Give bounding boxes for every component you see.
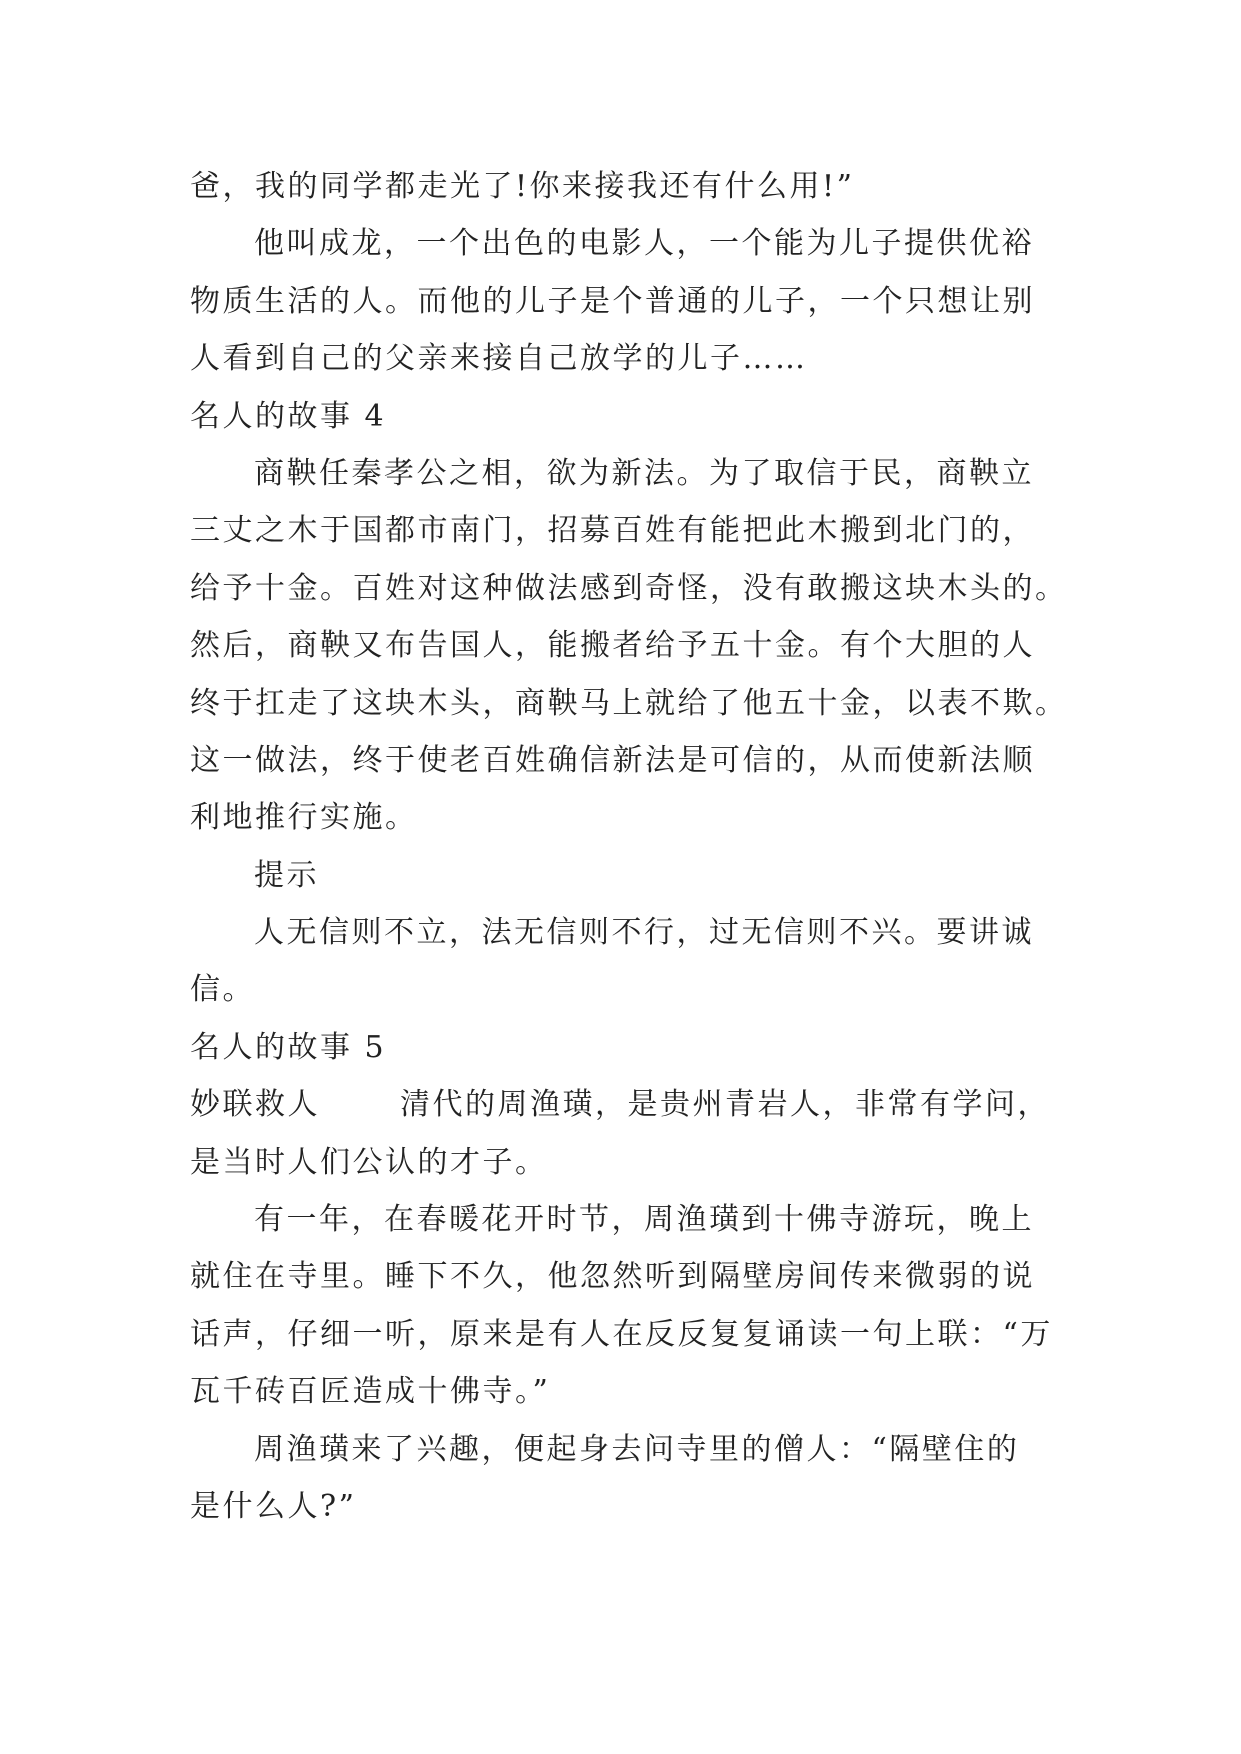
- paragraph-first-line: 商鞅任秦孝公之相，欲为新法。为了取信于民，商鞅立: [254, 455, 1034, 491]
- section-heading: 名人的故事 5: [190, 1029, 387, 1065]
- text-line: 是什么人?”: [190, 1488, 357, 1524]
- text-line: 利地推行实施。: [190, 800, 418, 836]
- text-line: 这一做法，终于使老百姓确信新法是可信的，从而使新法顺: [190, 742, 1035, 778]
- text-line: 瓦千砖百匠造成十佛寺。”: [190, 1374, 551, 1410]
- text-line: 然后，商鞅又布告国人，能搬者给予五十金。有个大胆的人: [190, 628, 1035, 664]
- story-title: 妙联救人: [190, 1087, 320, 1123]
- text-line: 爸，我的同学都走光了!你来接我还有什么用!”: [190, 169, 855, 204]
- text-line: 话声，仔细一听，原来是有人在反反复复诵读一句上联：“万: [190, 1316, 1053, 1352]
- story-text: 清代的周渔璜，是贵州青岩人，非常有学问，: [400, 1087, 1050, 1123]
- text-line: 给予十金。百姓对这种做法感到奇怪，没有敢搬这块木头的。: [190, 570, 1068, 606]
- paragraph-first-line: 有一年，在春暖花开时节，周渔璜到十佛寺游玩，晚上: [254, 1202, 1034, 1238]
- text-line: 物质生活的人。而他的儿子是个普通的儿子，一个只想让别: [190, 283, 1035, 319]
- text-line: 就住在寺里。睡下不久，他忽然听到隔壁房间传来微弱的说: [190, 1259, 1035, 1295]
- text-line: 人看到自己的父亲来接自己放学的儿子……: [190, 341, 808, 377]
- text-line: 信。: [190, 972, 255, 1008]
- paragraph-first-line: 他叫成龙，一个出色的电影人，一个能为儿子提供优裕: [254, 226, 1034, 262]
- text-line: 终于扛走了这块木头，商鞅马上就给了他五十金，以表不欺。: [190, 685, 1068, 721]
- text-line: 三丈之木于国都市南门，招募百姓有能把此木搬到北门的，: [190, 513, 1035, 549]
- section-heading: 名人的故事 4: [190, 398, 387, 434]
- text-line: [190, 1076, 1060, 1133]
- paragraph-first-line: 人无信则不立，法无信则不行，过无信则不兴。要讲诚: [254, 915, 1034, 951]
- tip-heading: 提示: [254, 857, 319, 893]
- text-line: 是当时人们公认的才子。: [190, 1144, 548, 1180]
- paragraph-first-line: 周渔璜来了兴趣，便起身去问寺里的僧人：“隔壁住的: [254, 1431, 1020, 1467]
- document-body: [190, 158, 1068, 1535]
